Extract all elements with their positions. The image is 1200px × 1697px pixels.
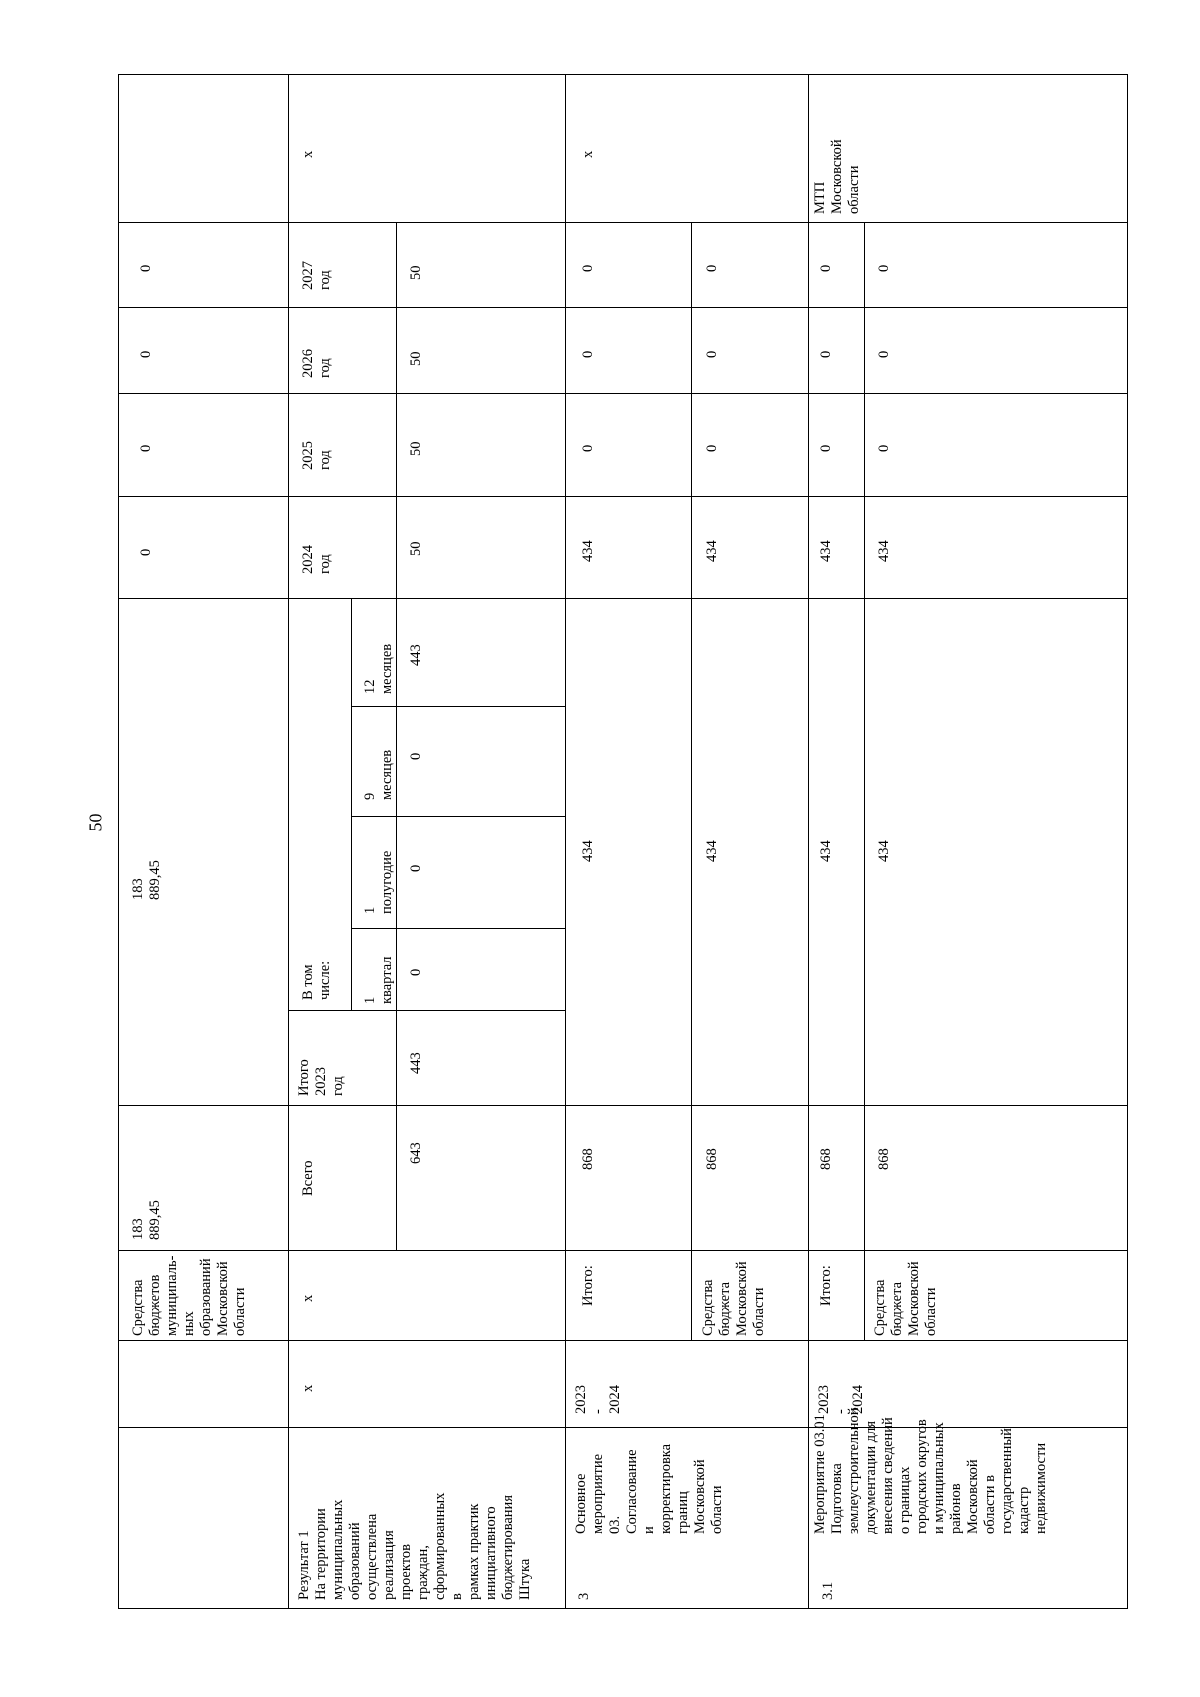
row-3-1-mo-label: Средства бюджета Московской области xyxy=(872,1261,939,1336)
col-2024-label: 2024 год xyxy=(300,545,333,574)
row-3-mo-2024: 434 xyxy=(704,540,720,562)
result-1-val-h1: 0 xyxy=(408,864,424,872)
row-3-mo-label: Средства бюджета Московской области xyxy=(700,1261,767,1336)
row-3-mo-2025: 0 xyxy=(704,444,720,452)
row-3-itogo-2023: 434 xyxy=(580,840,596,862)
col-2026-label: 2026 год xyxy=(300,349,333,378)
result-1-val-itogo-2023: 443 xyxy=(408,1052,424,1074)
row-3-itogo-2027: 0 xyxy=(580,264,596,272)
row-3-1-itogo-total: 868 xyxy=(818,1148,834,1170)
result-1-val-9m: 0 xyxy=(408,752,424,760)
header-2025: 0 xyxy=(138,444,154,452)
row-3-1-itogo-2023: 434 xyxy=(818,840,834,862)
result-1-name: Результат 1 На территории муниципальных образований осуществлена реализация проектов граждан, сформированных в рамках практик инициативного бюджетирования Штука xyxy=(296,1492,533,1600)
row-3-mo-2026: 0 xyxy=(704,350,720,358)
row-3-number: 3 xyxy=(576,1592,592,1600)
result-1-funding: х xyxy=(300,1294,316,1302)
row-3-period: 2023 - 2024 xyxy=(573,1385,623,1414)
row-3-1-itogo-label: Итого: xyxy=(818,1265,834,1306)
row-3-1-name: Мероприятие 03.01 Подготовка землеустроительной документации для внесения сведений о границах городских округов и муниципальных районов Московской области в государственный кадастр недвижимости xyxy=(812,1407,1049,1534)
result-1-responsible: х xyxy=(300,150,316,158)
col-9m-label: 9 месяцев xyxy=(362,749,395,800)
col-itogo-2023-label: Итого 2023 год xyxy=(296,1059,346,1096)
result-1-val-2025: 50 xyxy=(408,441,424,456)
row-3-1-mo-2027: 0 xyxy=(876,264,892,272)
row-3-1-mo-2025: 0 xyxy=(876,444,892,452)
result-1-val-2027: 50 xyxy=(408,265,424,280)
row-3-1-responsible: МТП Московской области xyxy=(812,139,862,214)
result-1-val-2024: 50 xyxy=(408,541,424,556)
row-3-itogo-2025: 0 xyxy=(580,444,596,452)
row-3-1-itogo-2027: 0 xyxy=(818,264,834,272)
row-3-1-mo-total: 868 xyxy=(876,1148,892,1170)
result-1-val-2026: 50 xyxy=(408,351,424,366)
col-12m-label: 12 месяцев xyxy=(362,643,395,694)
row-3-mo-total: 868 xyxy=(704,1148,720,1170)
row-3-1-itogo-2024: 434 xyxy=(818,540,834,562)
col-h1-label: 1 полугодие xyxy=(362,850,395,914)
col-q1-label: 1 квартал xyxy=(362,956,395,1004)
page-number: 50 xyxy=(85,813,106,832)
row-3-itogo-label: Итого: xyxy=(580,1265,596,1306)
header-2023: 183 889,45 xyxy=(130,860,163,900)
row-3-1-number: 3.1 xyxy=(820,1581,836,1600)
header-total: 183 889,45 xyxy=(130,1200,163,1240)
row-3-1-mo-2023: 434 xyxy=(876,840,892,862)
row-3-itogo-total: 868 xyxy=(580,1148,596,1170)
result-1-period: х xyxy=(300,1384,316,1392)
row-3-responsible: х xyxy=(580,150,596,158)
row-3-itogo-2026: 0 xyxy=(580,350,596,358)
header-funding-source: Средства бюджетов муниципаль- ных образований Московской области xyxy=(130,1255,248,1336)
col-total-label: Всего xyxy=(300,1160,316,1196)
header-2024: 0 xyxy=(138,548,154,556)
row-3-1-mo-2026: 0 xyxy=(876,350,892,358)
header-2026: 0 xyxy=(138,350,154,358)
result-1-val-12m: 443 xyxy=(408,644,424,666)
row-3-1-period: 2023 - 2024 xyxy=(816,1385,866,1414)
row-3-mo-2027: 0 xyxy=(704,264,720,272)
col-2027-label: 2027 год xyxy=(300,261,333,290)
row-3-1-itogo-2025: 0 xyxy=(818,444,834,452)
row-3-itogo-2024: 434 xyxy=(580,540,596,562)
col-including-label: В том числе: xyxy=(300,960,333,1000)
col-2025-label: 2025 год xyxy=(300,441,333,470)
result-1-val-total: 643 xyxy=(408,1142,424,1164)
row-3-1-mo-2024: 434 xyxy=(876,540,892,562)
row-3-name: Основное мероприятие 03. Согласование и корректировка границ Московской области xyxy=(573,1443,725,1534)
row-3-mo-2023: 434 xyxy=(704,840,720,862)
result-1-val-q1: 0 xyxy=(408,968,424,976)
header-2027: 0 xyxy=(138,264,154,272)
row-3-1-itogo-2026: 0 xyxy=(818,350,834,358)
